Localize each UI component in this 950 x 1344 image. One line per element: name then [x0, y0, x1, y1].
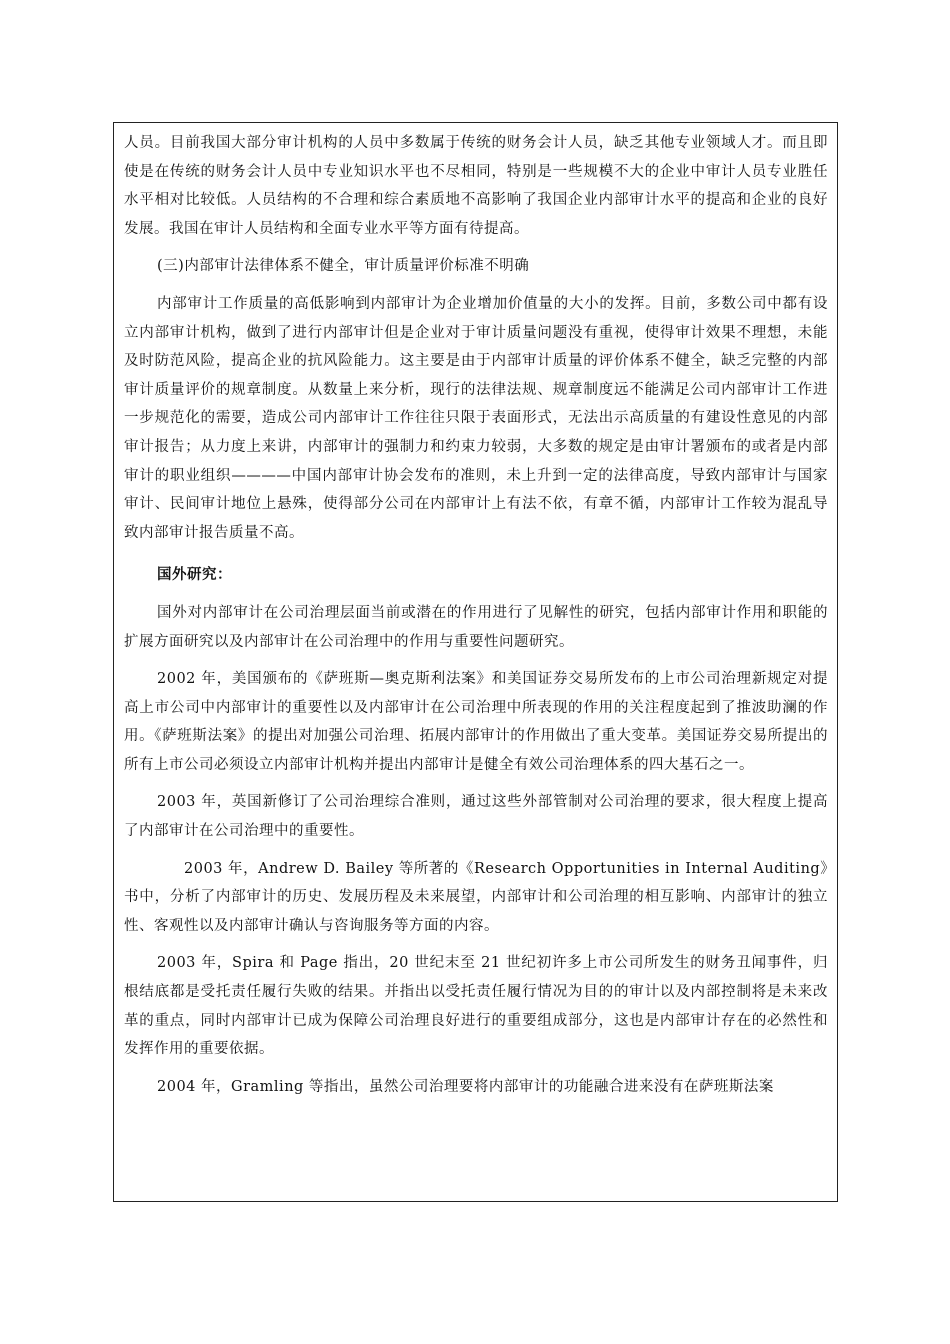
document-table-cell	[113, 122, 838, 1202]
paragraph-2003-bailey: 2003 年，Andrew D. Bailey 等所著的《Research Opportunities in Internal Auditing》书中，分析了内部审计的历史、发展历程及未来展望，内部审计和公司治理的相互影响、内部审计的独立性、客观性以及内部审计确认与咨询服务等方面的内容。	[124, 860, 828, 934]
paragraph-2003-uk-code: 2003 年，英国新修订了公司治理综合准则，通过这些外部管制对公司治理的要求，很大程度上提高了内部审计在公司治理中的重要性。	[124, 794, 828, 840]
paragraph-staff-structure: 人员。目前我国大部分审计机构的人员中多数属于传统的财务会计人员，缺乏其他专业领域人才。而且即使是在传统的财务会计人员中专业知识水平也不尽相同，特别是一些规模不大的企业中审计人员专业胜任水平相对比较低。人员结构的不合理和综合素质地不高影响了我国企业内部审计水平的提高和企业的良好发展。我国在审计人员结构和全面专业水平等方面有待提高。	[124, 135, 828, 237]
document-body	[114, 123, 837, 1101]
paragraph-2002-sox: 2002 年，美国颁布的《萨班斯—奥克斯利法案》和美国证券交易所发布的上市公司治理新规定对提高上市公司中内部审计的重要性以及内部审计在公司治理中所表现的作用的关注程度起到了推波助澜的作用。《萨班斯法案》的提出对加强公司治理、拓展内部审计的作用做出了重大变革。美国证券交易所提出的所有上市公司必须设立内部审计机构并提出内部审计是健全有效公司治理体系的四大基石之一。	[124, 671, 828, 773]
section-heading-legal-system: (三)内部审计法律体系不健全，审计质量评价标准不明确	[157, 258, 530, 275]
paragraph-quality-evaluation: 内部审计工作质量的高低影响到内部审计为企业增加价值量的大小的发挥。目前，多数公司中都有设立内部审计机构，做到了进行内部审计但是企业对于审计质量问题没有重视，使得审计效果不理想，未能及时防范风险，提高企业的抗风险能力。这主要是由于内部审计质量的评价体系不健全，缺乏完整的内部审计质量评价的规章制度。从数量上来分析，现行的法律法规、规章制度远不能满足公司内部审计工作进一步规范化的需要，造成公司内部审计工作往往只限于表面形式，无法出示高质量的有建设性意见的内部审计报告；从力度上来讲，内部审计的强制力和约束力较弱，大多数的规定是由审计署颁布的或者是内部审计的职业组织————中国内部审计协会发布的准则，未上升到一定的法律高度，导致内部审计与国家审计、民间审计地位上悬殊，使得部分公司在内部审计上有法不依，有章不循，内部审计工作较为混乱导致内部审计报告质量不高。	[124, 295, 828, 541]
paragraph-2003-spira-page: 2003 年，Spira 和 Page 指出，20 世纪末至 21 世纪初许多上市公司所发生的财务丑闻事件，归根结底都是受托责任履行失败的结果。并指出以受托责任履行情况为目的的审计以及内部控制将是未来改革的重点，同时内部审计已成为保障公司治理良好进行的重要组成部分，这也是内部审计存在的必然性和发挥作用的重要依据。	[124, 955, 828, 1058]
heading-foreign-research: 国外研究：	[157, 566, 232, 584]
paragraph-2004-gramling: 2004 年，Gramling 等指出，虽然公司治理要将内部审计的功能融合进来没有在萨班斯法案	[157, 1078, 774, 1095]
paragraph-foreign-overview: 国外对内部审计在公司治理层面当前或潜在的作用进行了见解性的研究，包括内部审计作用和职能的扩展方面研究以及内部审计在公司治理中的作用与重要性问题研究。	[124, 604, 828, 650]
